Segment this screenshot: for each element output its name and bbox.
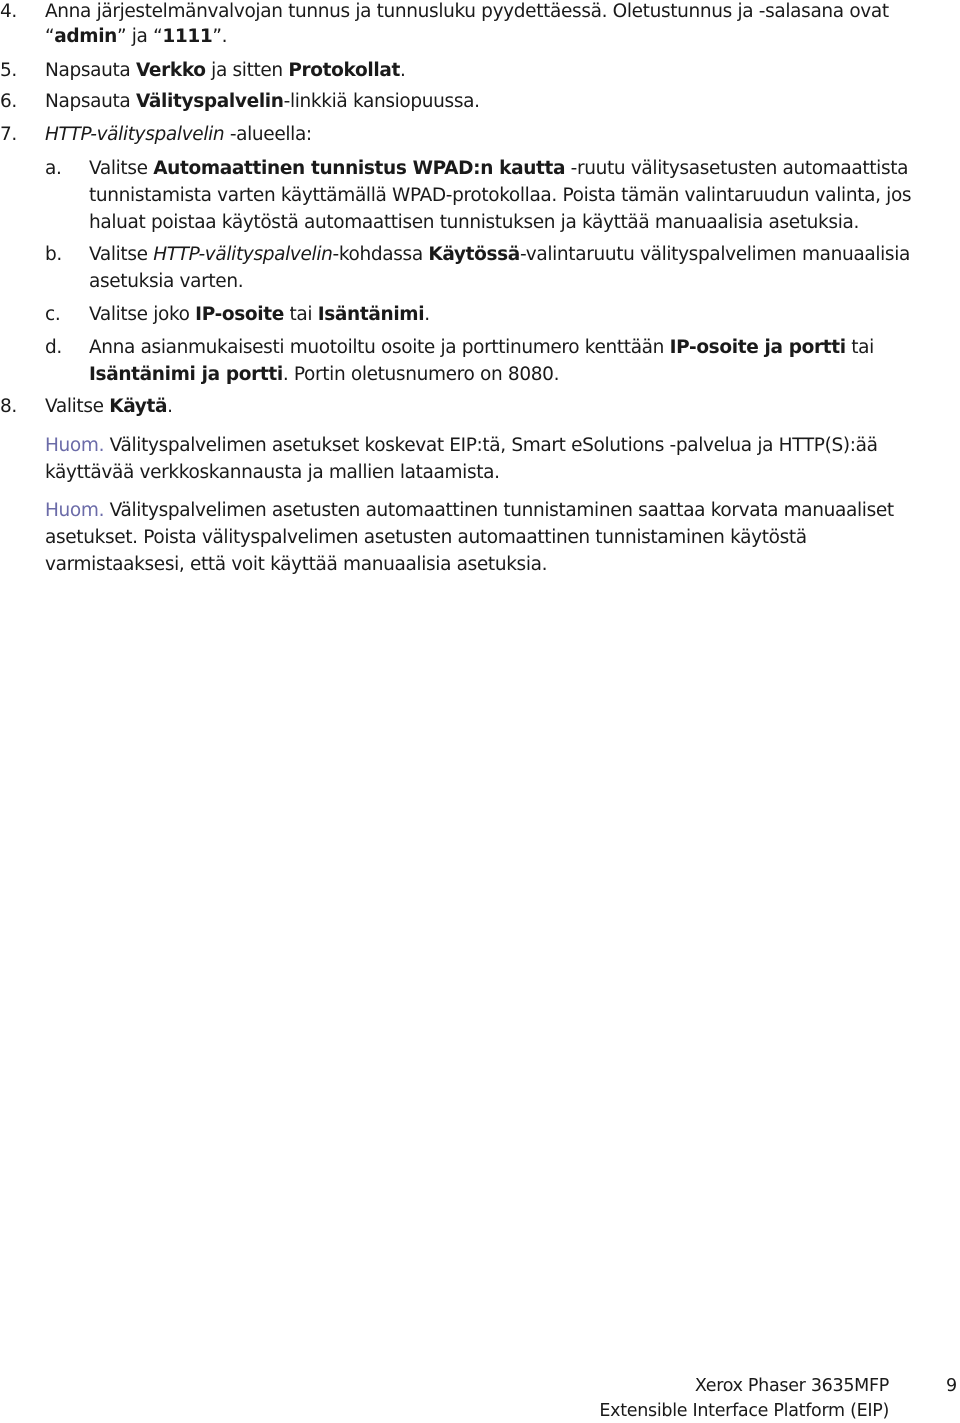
substep-letter: a. (45, 158, 62, 179)
footer-product: Xerox Phaser 3635MFP (694, 1376, 889, 1396)
step-number: 7. (0, 124, 17, 145)
default-password: 1111 (162, 26, 213, 47)
substep-letter: d. (45, 337, 62, 358)
note-text: Huom. Välityspalvelimen asetusten automaattinen tunnistaminen saattaa korvata manuaaliset (45, 500, 894, 521)
step-number: 5. (0, 60, 17, 81)
note-text: varmistaaksesi, että voit käyttää manuaalisia asetuksia. (45, 554, 548, 575)
substep-text: asetuksia varten. (89, 271, 244, 292)
substep-letter: b. (45, 244, 62, 265)
step-text: Anna järjestelmänvalvojan tunnus ja tunnusluku pyydettäessä. Oletustunnus ja -salasana ovat (45, 1, 889, 22)
note-text: Huom. Välityspalvelimen asetukset koskevat EIP:tä, Smart eSolutions -palvelua ja HTTP(S):ää (45, 435, 878, 456)
step-number: 6. (0, 91, 17, 112)
default-username: admin (54, 26, 117, 47)
step-text: Valitse Käytä. (45, 396, 173, 417)
substep-text: Anna asianmukaisesti muotoiltu osoite ja porttinumero kenttään IP-osoite ja portti tai (89, 337, 874, 358)
step-text: HTTP-välityspalvelin -alueella: (45, 124, 312, 145)
substep-text: haluat poistaa käytöstä automaattisen tunnistuksen ja käyttää manuaalisia asetuksia. (89, 212, 860, 233)
note-label: Huom. (45, 500, 105, 521)
note-label: Huom. (45, 435, 105, 456)
page-number: 9 (946, 1376, 957, 1396)
step-text: “admin” ja “1111”. (45, 26, 228, 47)
step-number: 4. (0, 1, 17, 22)
substep-text: Valitse HTTP-välityspalvelin-kohdassa Käytössä-valintaruutu välityspalvelimen manuaalisia (89, 244, 910, 265)
substep-text: tunnistamista varten käyttämällä WPAD-protokollaa. Poista tämän valintaruudun valinta, jos (89, 185, 912, 206)
note-text: käyttävää verkkoskannausta ja mallien lataamista. (45, 462, 500, 483)
footer-subtitle: Extensible Interface Platform (EIP) (599, 1401, 889, 1421)
step-text: Napsauta Välityspalvelin-linkkiä kansiopuussa. (45, 91, 480, 112)
substep-text: Valitse Automaattinen tunnistus WPAD:n kautta -ruutu välitysasetusten automaattista (89, 158, 909, 179)
step-text: Napsauta Verkko ja sitten Protokollat. (45, 60, 406, 81)
substep-text: Isäntänimi ja portti. Portin oletusnumero on 8080. (89, 364, 560, 385)
substep-letter: c. (45, 304, 61, 325)
step-number: 8. (0, 396, 17, 417)
note-text: asetukset. Poista välityspalvelimen asetusten automaattinen tunnistaminen käytöstä (45, 527, 807, 548)
substep-text: Valitse joko IP-osoite tai Isäntänimi. (89, 304, 430, 325)
